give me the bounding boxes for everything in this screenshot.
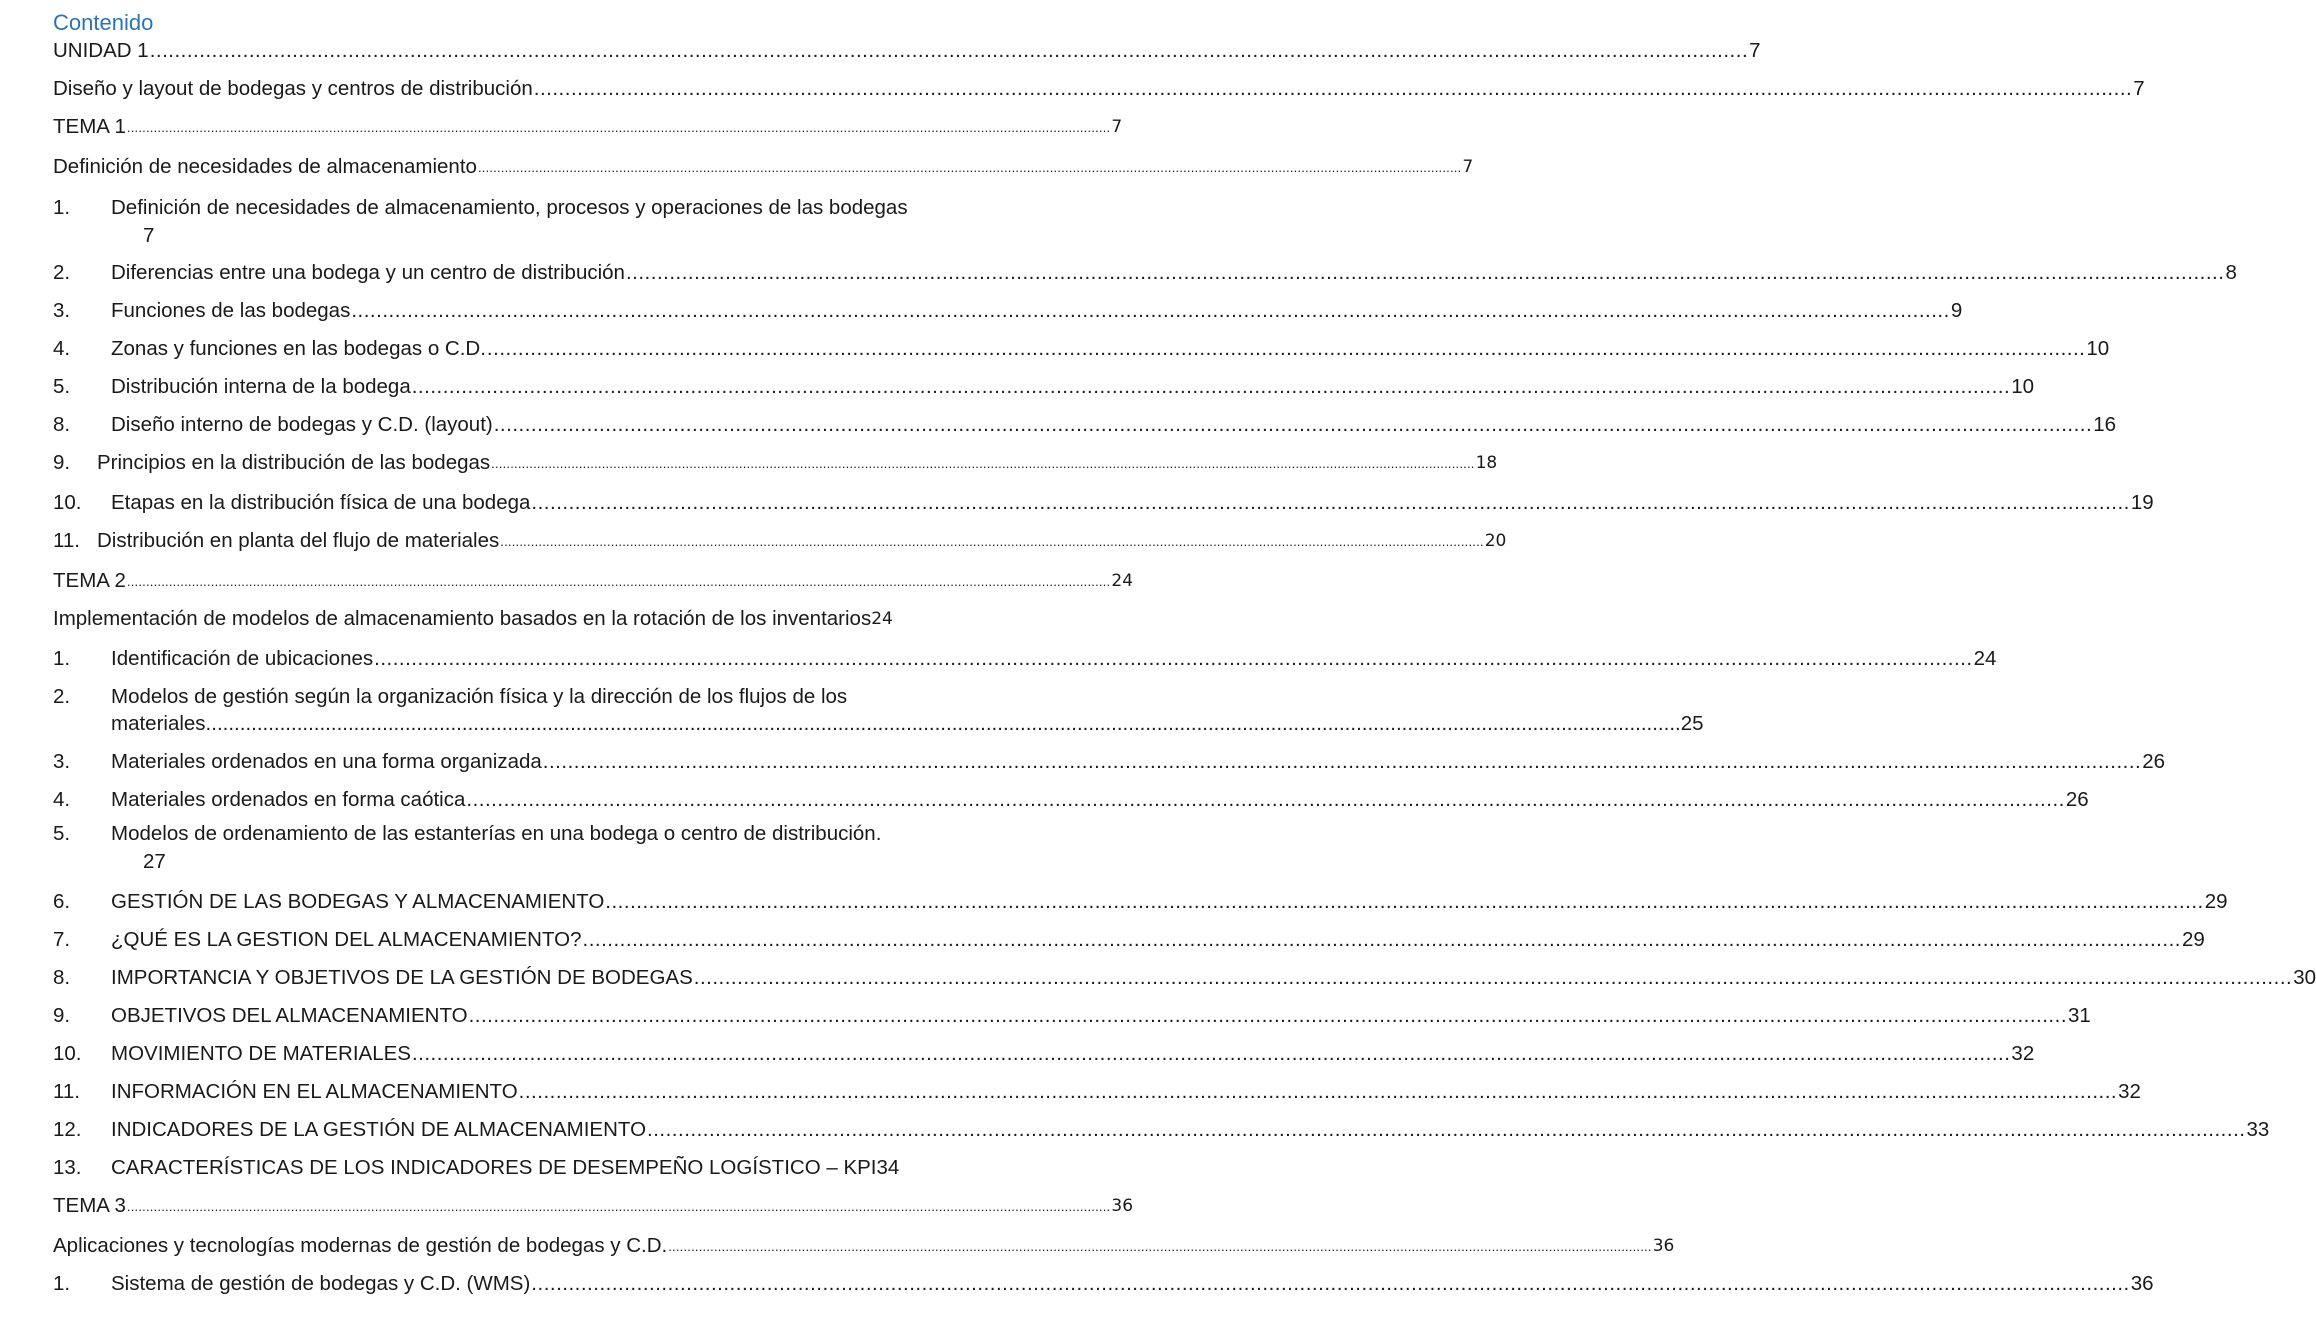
toc-entry-label: Etapas en la distribución física de una bodega — [111, 491, 531, 514]
toc-entry[interactable] — [53, 1037, 2035, 1067]
toc-entry-label: Diseño interno de bodegas y C.D. (layout) — [111, 413, 493, 436]
toc-entry-number: 3. — [53, 750, 71, 773]
toc-entry-page: 24 — [1111, 571, 1134, 591]
toc-entry-page: 24 — [1973, 647, 1997, 670]
toc-entry-continuation[interactable] — [111, 707, 1704, 737]
toc-entry-number: 13. — [53, 1156, 82, 1179]
dot-leader: .................................................................................................................................................................................................................................................................. — [468, 1004, 2068, 1027]
toc-entry-label: Distribución interna de la bodega — [111, 375, 411, 398]
dot-leader: .................................................................................................................................................................................................................................................................. — [493, 413, 2093, 436]
toc-entry-number: 9. — [53, 1004, 71, 1027]
toc-entry-page: 7 — [1749, 39, 1761, 62]
toc-entry[interactable] — [53, 745, 2166, 775]
toc-entry[interactable] — [53, 1113, 2270, 1143]
dot-leader: .................................................................................................................................................................................................................................................................. — [486, 337, 2086, 360]
toc-entry-number: 12. — [53, 1118, 82, 1141]
toc-title: Contenido — [53, 10, 154, 35]
dot-leader: .................................................................................................................................................................................................................................................................. — [582, 928, 2181, 951]
dot-leader: .................................................................................................................................................................................................................................................................. — [466, 788, 2065, 811]
toc-entry-number: 2. — [53, 261, 71, 284]
toc-entry-label: Definición de necesidades de almacenamiento — [53, 155, 477, 178]
toc-entry-number: 9. — [53, 451, 71, 474]
toc-entry[interactable] — [53, 524, 1507, 554]
toc-entry[interactable] — [53, 885, 2228, 915]
toc-entry-number: 4. — [53, 337, 71, 360]
toc-entry-page: 24 — [871, 609, 893, 629]
toc-entry-label: UNIDAD 1 — [53, 39, 149, 62]
toc-entry-page: 36 — [2130, 1272, 2154, 1295]
toc-entry[interactable] — [53, 332, 2110, 362]
toc-entry-number: 5. — [53, 822, 71, 845]
toc-entry-label: INDICADORES DE LA GESTIÓN DE ALMACENAMIENTO — [111, 1118, 647, 1141]
toc-entry-number: 3. — [53, 299, 71, 322]
toc-entry-label: Sistema de gestión de bodegas y C.D. (WMS) — [111, 1272, 531, 1295]
toc-entry-label: Aplicaciones y tecnologías modernas de gestión de bodegas y C.D. — [53, 1234, 668, 1257]
toc-entry-page: 10 — [2011, 375, 2035, 398]
toc-entry[interactable] — [53, 446, 1498, 476]
toc-entry[interactable] — [53, 642, 1997, 672]
toc-entry-page: 32 — [2011, 1042, 2035, 1065]
toc-entry-page: 8 — [2225, 261, 2237, 284]
toc-entry-label: Principios en la distribución de las bodegas — [97, 451, 491, 474]
toc-entry-label: Funciones de las bodegas — [111, 299, 351, 322]
toc-entry-number: 10. — [53, 1042, 82, 1065]
toc-entry-label: INFORMACIÓN EN EL ALMACENAMIENTO — [111, 1080, 518, 1103]
toc-entry-page: 29 — [2181, 928, 2205, 951]
toc-entry-page: 27 — [143, 850, 166, 873]
toc-entry[interactable] — [53, 923, 2205, 953]
toc-entry-number: 5. — [53, 375, 71, 398]
toc-entry-page: 31 — [2068, 1004, 2091, 1027]
toc-entry-page: 10 — [2086, 337, 2110, 360]
toc-entry-label: Distribución en planta del flujo de materiales — [97, 529, 500, 552]
toc-entry-page: 7 — [1462, 157, 1474, 177]
toc-entry-number: 11. — [53, 529, 80, 552]
toc-entry-label: Materiales ordenados en una forma organizada — [111, 750, 542, 773]
toc-entry-number: 1. — [53, 196, 71, 219]
toc-entry[interactable] — [53, 1229, 1675, 1259]
toc-entry-number: 2. — [53, 685, 71, 708]
toc-entry-page: 32 — [2118, 1080, 2141, 1103]
dot-leader: .................................................................................................................................................................................................................................................................. — [126, 1199, 1111, 1214]
toc-entry-page: 7 — [1111, 117, 1123, 137]
toc-entry-page: 20 — [1484, 531, 1507, 551]
toc-entry[interactable] — [53, 110, 1123, 140]
toc-entry-label: TEMA 2 — [53, 569, 126, 592]
dot-leader: .................................................................................................................................................................................................................................................................. — [625, 261, 2225, 284]
dot-leader: .................................................................................................................................................................................................................................................................. — [605, 890, 2204, 913]
toc-entry[interactable] — [53, 999, 2091, 1029]
toc-entry-label: Implementación de modelos de almacenamiento basados en la rotación de los inventarios — [53, 607, 872, 630]
toc-entry[interactable] — [53, 294, 1963, 324]
dot-leader: .................................................................................................................................................................................................................................................................. — [351, 299, 1950, 322]
dot-leader: .................................................................................................................................................................................................................................................................. — [693, 966, 2293, 989]
toc-entry-label: Materiales ordenados en forma caótica — [111, 788, 466, 811]
toc-entry-label: Zonas y funciones en las bodegas o C.D. — [111, 337, 486, 360]
toc-entry[interactable] — [53, 1151, 967, 1181]
toc-entry-label: Diferencias entre una bodega y un centro de distribución — [111, 261, 625, 284]
toc-entry[interactable] — [53, 194, 975, 250]
toc-entry[interactable] — [53, 150, 1474, 180]
toc-entry-label: TEMA 3 — [53, 1194, 126, 1217]
toc-entry-label: TEMA 1 — [53, 115, 126, 138]
dot-leader: .................................................................................................................................................................................................................................................................. — [542, 750, 2142, 773]
toc-entry-number: 1. — [53, 1272, 71, 1295]
dot-leader: .................................................................................................................................................................................................................................................................. — [126, 120, 1111, 135]
toc-entry[interactable] — [53, 1189, 1134, 1219]
dot-leader: .................................................................................................................................................................................................................................................................. — [477, 160, 1462, 175]
dot-leader: .................................................................................................................................................................................................................................................................. — [149, 39, 1749, 62]
toc-entry[interactable] — [53, 370, 2035, 400]
dot-leader: .................................................................................................................................................................................................................................................................. — [533, 77, 2133, 100]
toc-entry-label: CARACTERÍSTICAS DE LOS INDICADORES DE DESEMPEÑO LOGÍSTICO – KPI — [111, 1156, 877, 1179]
dot-leader: .................................................................................................................................................................................................................................................................. — [668, 1239, 1652, 1254]
dot-leader: .................................................................................................................................................................................................................................................................. — [500, 534, 1484, 549]
toc-entry-page: 7 — [2133, 77, 2145, 100]
toc-entry[interactable] — [53, 820, 953, 876]
toc-entry-label: IMPORTANCIA Y OBJETIVOS DE LA GESTIÓN DE BODEGAS — [111, 966, 693, 989]
toc-entry-label-cont: materiales. — [111, 712, 212, 735]
toc-entry-label: OBJETIVOS DEL ALMACENAMIENTO — [111, 1004, 468, 1027]
toc-entry-label: MOVIMIENTO DE MATERIALES — [111, 1042, 411, 1065]
dot-leader: .................................................................................................................................................................................................................................................................. — [411, 375, 2011, 398]
dot-leader: .................................................................................................................................................................................................................................................................. — [211, 712, 1681, 735]
toc-entry-number: 6. — [53, 890, 71, 913]
dot-leader: .................................................................................................................................................................................................................................................................. — [126, 574, 1111, 589]
toc-entry-page: 30 — [2293, 966, 2316, 989]
toc-entry-page: 25 — [1680, 712, 1704, 735]
toc-entry-number: 4. — [53, 788, 71, 811]
toc-entry[interactable] — [53, 72, 2145, 102]
toc-entry[interactable] — [53, 34, 1761, 64]
toc-entry-number: 8. — [53, 413, 71, 436]
toc-entry-page: 19 — [2130, 491, 2154, 514]
toc-entry-number: 1. — [53, 647, 71, 670]
toc-entry-page: 33 — [2246, 1118, 2270, 1141]
toc-entry-page: 36 — [1111, 1196, 1134, 1216]
toc-entry[interactable] — [53, 680, 945, 710]
toc-entry[interactable] — [53, 783, 2089, 813]
toc-entry-page: 9 — [1950, 299, 1963, 322]
dot-leader: .................................................................................................................................................................................................................................................................. — [531, 1272, 2130, 1295]
toc-entry-page: 29 — [2204, 890, 2228, 913]
toc-entry-label: Definición de necesidades de almacenamiento, procesos y operaciones de las bodegas — [111, 196, 908, 219]
toc-entry-page: 7 — [143, 224, 155, 247]
toc-entry-page: 18 — [1475, 453, 1498, 473]
toc-entry-page: 16 — [2093, 413, 2117, 436]
toc-entry-label: Modelos de gestión según la organización física y la dirección de los flujos de los — [111, 685, 848, 708]
toc-entry-number: 7. — [53, 928, 71, 951]
toc-entry-page: 36 — [1652, 1236, 1675, 1256]
dot-leader: .................................................................................................................................................................................................................................................................. — [491, 456, 1475, 471]
toc-entry-number: 10. — [53, 491, 82, 514]
dot-leader: .................................................................................................................................................................................................................................................................. — [531, 491, 2130, 514]
dot-leader: .................................................................................................................................................................................................................................................................. — [518, 1080, 2118, 1103]
toc-entry-number: 11. — [53, 1080, 80, 1103]
toc-entry-label: Identificación de ubicaciones — [111, 647, 374, 670]
toc-entry[interactable] — [53, 256, 2237, 286]
dot-leader: .................................................................................................................................................................................................................................................................. — [411, 1042, 2011, 1065]
toc-entry-label: GESTIÓN DE LAS BODEGAS Y ALMACENAMIENTO — [111, 890, 605, 913]
toc-entry-page: 26 — [2065, 788, 2089, 811]
toc-entry-label: Modelos de ordenamiento de las estanterías en una bodega o centro de distribución. — [111, 822, 882, 845]
toc-entry[interactable] — [53, 408, 2117, 438]
toc-entry[interactable] — [53, 486, 2154, 516]
toc-entry-page: 34 — [876, 1156, 900, 1179]
dot-leader: .................................................................................................................................................................................................................................................................. — [374, 647, 1973, 670]
dot-leader: .................................................................................................................................................................................................................................................................. — [647, 1118, 2246, 1141]
toc-entry-label: ¿QUÉ ES LA GESTION DEL ALMACENAMIENTO? — [111, 928, 582, 951]
toc-entry[interactable] — [53, 602, 975, 632]
toc-entry[interactable] — [53, 961, 2316, 991]
toc-entry[interactable] — [53, 1267, 2154, 1297]
toc-entry-label: Diseño y layout de bodegas y centros de distribución — [53, 77, 533, 100]
toc-entry-page: 26 — [2142, 750, 2166, 773]
toc-entry[interactable] — [53, 1075, 2141, 1105]
toc-entry-number: 8. — [53, 966, 71, 989]
toc-entry[interactable] — [53, 564, 1134, 594]
